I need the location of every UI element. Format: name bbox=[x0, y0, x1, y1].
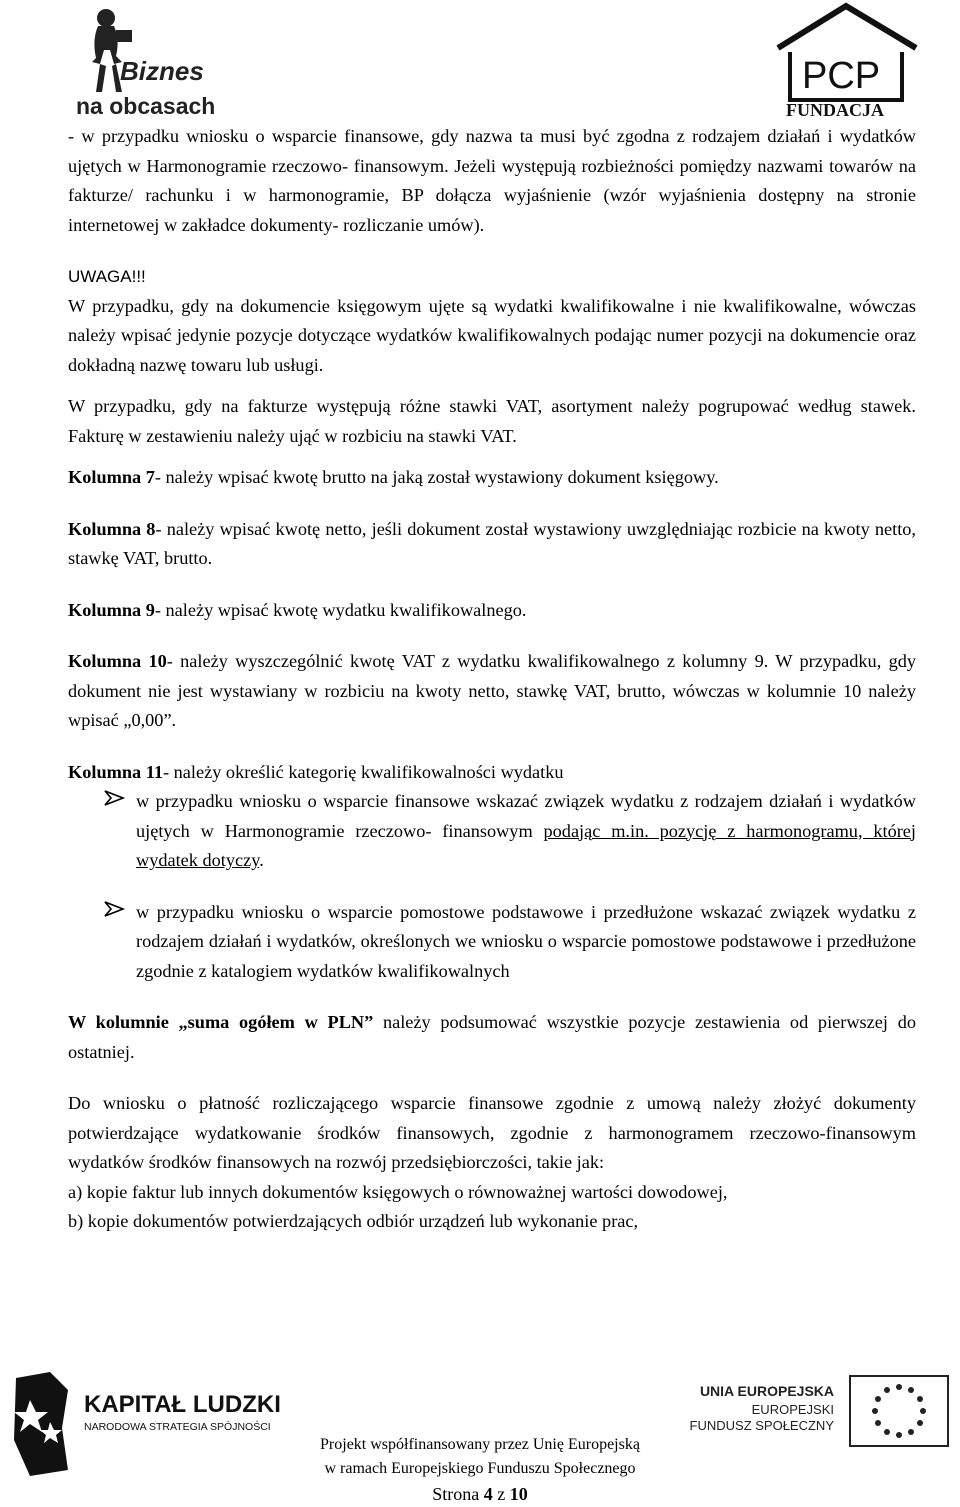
page-number bbox=[0, 1484, 960, 1505]
ue-line-3: FUNDUSZ SPOŁECZNY bbox=[689, 1418, 834, 1433]
page-separator: z bbox=[492, 1484, 510, 1504]
pcp-fundacja-logo bbox=[770, 0, 920, 118]
kolumna-10-text: - należy wyszczególnić kwotę VAT z wydatku kwalifikowalnego z kolumny 9. W przypadku, gdy dokument nie jest wystawiany w rozbiciu na kwoty netto, stawkę VAT, brutto, wówczas w kolumnie 10 należy wpisać „0,00”. bbox=[68, 651, 916, 730]
kolumna-7 bbox=[68, 463, 916, 493]
logo-text-pcp: PCP bbox=[802, 55, 881, 97]
footer-funding-line-2: w ramach Europejskiego Funduszu Społecznego bbox=[324, 1460, 636, 1477]
uwaga-heading: UWAGA!!! bbox=[68, 267, 146, 286]
kolumna-8 bbox=[68, 515, 916, 574]
ue-line-1: UNIA EUROPEJSKA bbox=[699, 1383, 834, 1399]
list-item bbox=[68, 898, 916, 987]
kolumna-7-text: - należy wpisać kwotę brutto na jaką został wystawiony dokument księgowy. bbox=[154, 467, 719, 487]
page-current: 4 bbox=[483, 1484, 493, 1504]
paragraph-wydatki-kwalifikowalne: W przypadku, gdy na dokumencie księgowym ujęte są wydatki kwalifikowalne i nie kwalifikowalne, wówczas należy wpisać jedynie pozycje dotyczące wydatków kwalifikowalnych podając numer pozycji na dokumencie oraz dokładną nazwę towaru lub usługi. bbox=[68, 295, 916, 375]
kolumna-11-label: Kolumna 11 bbox=[68, 761, 163, 782]
kolumna-10-label: Kolumna 10 bbox=[68, 651, 167, 671]
page-total: 10 bbox=[509, 1484, 528, 1504]
kolumna-11-text: - należy określić kategorię kwalifikowalności wydatku bbox=[163, 761, 564, 782]
bullet-2-text: w przypadku wniosku o wsparcie pomostowe podstawowe i przedłużone wskazać związek wydatku z rodzajem działań i wydatków, określonych we wniosku o wsparcie pomostowe podstawowe i przedłużone zgodnie z katalogiem wydatków kwalifikowalnych bbox=[136, 901, 916, 981]
kolumna-11 bbox=[68, 758, 916, 788]
kolumna-9-label: Kolumna 9 bbox=[68, 599, 155, 620]
bullet-1-text: w przypadku wniosku o wsparcie finansowe wskazać związek wydatku z rodzajem działań i wydatków ujętych w Harmonogramie rzeczowo- finansowym bbox=[136, 791, 916, 841]
page-prefix: Strona bbox=[432, 1484, 484, 1504]
list-item-a: a) kopie faktur lub innych dokumentów księgowych o równoważnej wartości dowodowej, bbox=[68, 1181, 728, 1202]
kolumna-9-text: - należy wpisać kwotę wydatku kwalifikowalnego. bbox=[154, 599, 527, 620]
logo-text-fundacja: FUNDACJA bbox=[786, 100, 884, 120]
kolumna-10 bbox=[68, 647, 916, 736]
arrow-bullet-icon bbox=[102, 787, 128, 809]
kapital-ludzki-subtitle: NARODOWA STRATEGIA SPÓJNOŚCI bbox=[84, 1421, 271, 1433]
bullet-1-end: . bbox=[259, 850, 264, 870]
kolumna-8-label: Kolumna 8 bbox=[68, 518, 156, 539]
logo-text-biznes: Biznes bbox=[120, 56, 204, 86]
kapital-ludzki-title: KAPITAŁ LUDZKI bbox=[84, 1391, 281, 1418]
arrow-bullet-icon bbox=[102, 898, 128, 920]
list-item-b: b) kopie dokumentów potwierdzających odbiór urządzeń lub wykonanie prac, bbox=[68, 1211, 639, 1231]
kolumna-7-label: Kolumna 7 bbox=[68, 467, 155, 487]
footer-funding-line-1: Projekt współfinansowany przez Unię Europejską bbox=[320, 1436, 640, 1453]
bullet-1-underlined: podając m.in. pozycję z harmonogramu, której wydatek dotyczy bbox=[136, 820, 916, 870]
document-body bbox=[68, 122, 916, 1237]
paragraph-wniosek-o-platnosc: Do wniosku o płatność rozliczającego wsparcie finansowe zgodnie z umową należy złożyć dokumenty potwierdzające wydatkowanie środków finansowych, zgodnie z harmonogramem rzeczowo-finansowym wydatków środków finansowych na rozwój przedsiębiorczości, takie jak: bbox=[68, 1093, 916, 1172]
kolumna-8-text: - należy wpisać kwotę netto, jeśli dokument został wystawiony uwzględniając rozbicie na kwoty netto, stawkę VAT, brutto. bbox=[68, 518, 916, 568]
kolumna-9 bbox=[68, 596, 916, 626]
paragraph-suma-ogolem bbox=[68, 1008, 916, 1067]
list-item bbox=[68, 787, 916, 876]
suma-label: W kolumnie „suma ogółem w PLN” bbox=[68, 1012, 374, 1032]
logo-text-obcasach: na obcasach bbox=[76, 93, 216, 119]
ue-line-2: EUROPEJSKI bbox=[751, 1402, 834, 1417]
biznes-na-obcasach-logo bbox=[70, 0, 216, 119]
paragraph-wsparcie-finansowe: - w przypadku wniosku o wsparcie finansowe, gdy nazwa ta musi być zgodna z rodzajem działań i wydatków ujętych w Harmonogramie rzeczowo- finansowym. Jeżeli występują rozbieżności pomiędzy nazwami towarów na fakturze/ rachunku i w harmonogramie, BP dołącza wyjaśnienie (wzór wyjaśnienia dostępny na stronie internetowej w zakładce dokumenty- rozliczanie umów). bbox=[68, 126, 916, 235]
paragraph-stawki-vat: W przypadku, gdy na fakturze występują różne stawki VAT, asortyment należy pogrupować według stawek. Fakturę w zestawieniu należy ująć w rozbiciu na stawki VAT. bbox=[68, 396, 916, 446]
suma-text: należy podsumować wszystkie pozycje zestawienia od pierwszej do ostatniej. bbox=[68, 1012, 916, 1062]
